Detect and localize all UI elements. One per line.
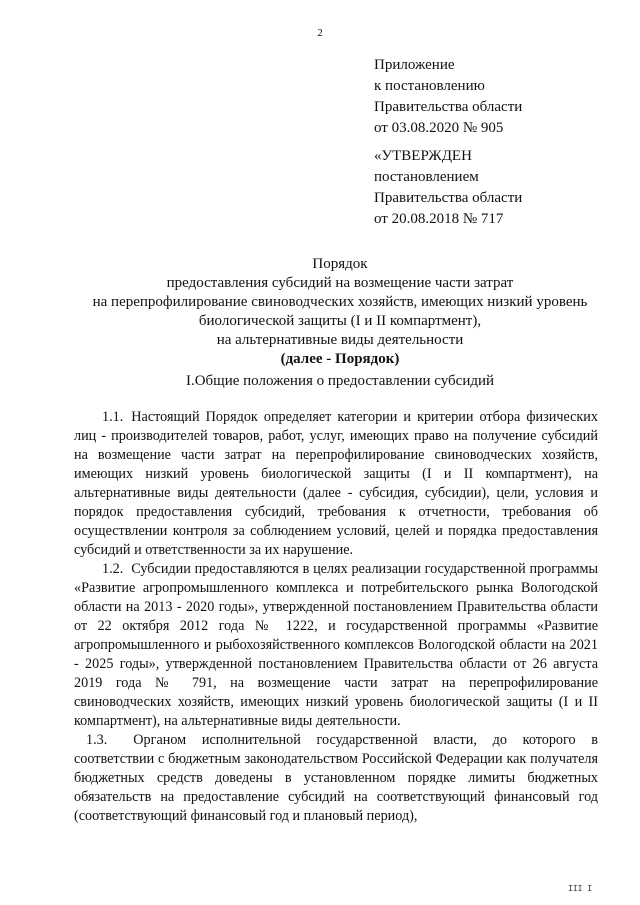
title-line: Порядок: [312, 256, 368, 272]
title-line: на перепрофилирование свиноводческих хозяйств, имеющих низкий уровень: [92, 294, 588, 310]
approved-block: [374, 146, 522, 230]
approved-line: «УТВЕРЖДЕН: [374, 148, 472, 164]
paragraph-number: 1.1.: [102, 409, 124, 425]
appendix-line: от 03.08.2020 № 905: [374, 120, 504, 136]
approved-line: Правительства области: [374, 190, 523, 206]
body-text: [74, 408, 598, 826]
title-line: на альтернативные виды деятельности: [216, 332, 464, 348]
title-bold-line: (далее - Порядок): [280, 351, 400, 367]
appendix-line: Правительства области: [374, 99, 523, 115]
appendix-line: к постановлению: [374, 78, 485, 94]
paragraph-number: 1.2.: [102, 561, 124, 577]
title-line: биологической защиты (I и II компартмент),: [198, 313, 482, 329]
title-line: предоставления субсидий на возмещение части затрат: [166, 275, 514, 291]
document-title: [60, 255, 620, 369]
paragraph-text: Субсидии предоставляются в целях реализации государственной программы «Развитие агропромышленного комплекса и потребительского рынка Вологодской области на 2013 - 2020 годы», утвержденной постановлением Правительства области от 22 октября 2012 года № 1222, и государственной программы «Развитие агропромышленного и рыбохозяйственного комплексов Вологодской области на 2021 - 2025 годы», утвержденной постановлением Правительства области от 26 августа 2019 года № 791, на возмещение части затрат на перепрофилирование свиноводческих хозяйств, имеющих низкий уровень биологической защиты (I и II компартмент), на альтернативные виды деятельности.: [74, 561, 598, 729]
paragraph-number: 1.3.: [86, 732, 108, 748]
paragraph-1-1: [74, 408, 598, 560]
page-number: 2: [317, 27, 323, 39]
appendix-line: Приложение: [374, 57, 455, 73]
paragraph-1-3: [74, 731, 598, 826]
paragraph-text: Настоящий Порядок определяет категории и критерии отбора физических лиц - производителей товаров, работ, услуг, имеющих право на получение субсидий на возмещение части затрат на перепрофилирование свиноводческих хозяйств, имеющих низкий уровень биологической защиты (I и II компартмент), на альтернативные виды деятельности (далее - субсидия, субсидии), цели, условия и порядок предоставления субсидий, требования к отчетности, требования об осуществлении контроля за соблюдением условий, целей и порядка предоставления субсидий и ответственности за их нарушение.: [74, 409, 598, 558]
approved-line: от 20.08.2018 № 717: [374, 211, 504, 227]
footer-mark: III I: [568, 884, 593, 893]
paragraph-1-2: [74, 560, 598, 731]
paragraph-text: Органом исполнительной государственной власти, до которого в соответствии с бюджетным законодательством Российской Федерации как получателя бюджетных средств доведены в установленном порядке лимиты бюджетных обязательств на предоставление субсидий на соответствующий финансовый год (соответствующий финансовый год и плановый период),: [74, 732, 598, 824]
section-heading: I.Общие положения о предоставлении субсидий: [185, 373, 495, 389]
approved-line: постановлением: [374, 169, 479, 185]
appendix-block: [374, 55, 522, 139]
